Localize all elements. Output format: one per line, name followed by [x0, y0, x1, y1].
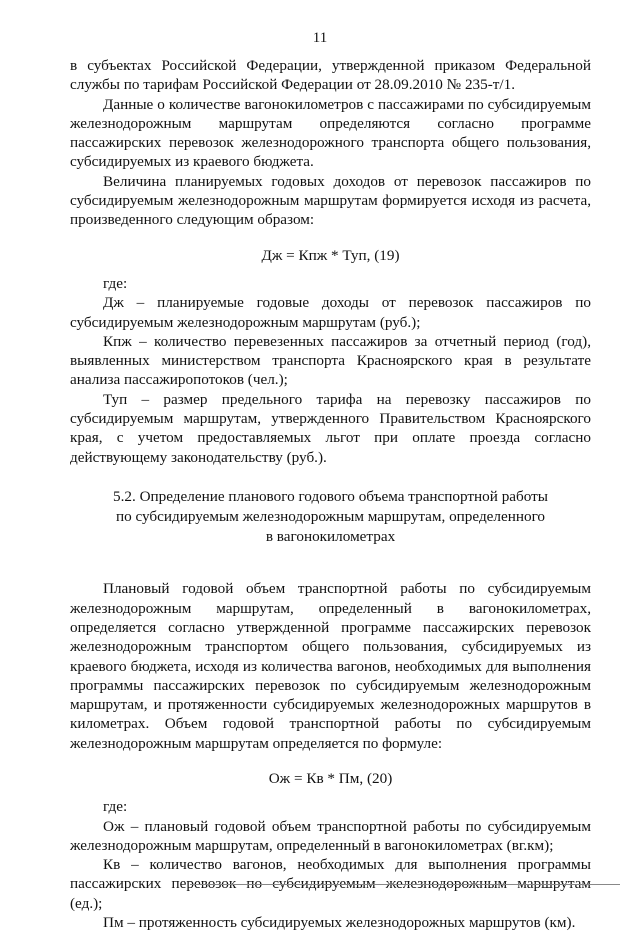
- section-title: [70, 487, 591, 546]
- footer-rule: [190, 884, 620, 885]
- where-label: где:: [103, 274, 128, 292]
- section-title-line: по субсидируемым железнодорожным маршрутам, определенного: [115, 507, 546, 525]
- where-label: где:: [103, 798, 128, 816]
- definition-item: Кв – количество вагонов, необходимых для выполнения программы пассажирских перевозок по субсидируемым железнодорожным маршрутам (ед.);: [70, 856, 591, 912]
- paragraph: Плановый годовой объем транспортной работы по субсидируемым железнодорожным маршрутам, определенный в вагонокилометрах, определяется согласно утвержденной программе пассажирских перевозок железнодорожным транспортом общего пользования, субсидируемых из краевого бюджета, исходя из количества вагонов, необходимых для выполнения программы пассажирских перевозок по субсидируемым железнодорожным маршрутам, и протяженности субсидируемых железнодорожных маршрутов в километрах. Объем годовой транспортной работы по субсидируемым железнодорожным маршрутам определяется по формуле:: [70, 580, 591, 752]
- section-title-line: 5.2. Определение планового годового объема транспортной работы: [113, 487, 548, 505]
- document-body: [70, 56, 591, 932]
- section-title-line: в вагонокилометрах: [265, 527, 396, 545]
- formula-20: Ож = Кв * Пм, (20): [268, 770, 393, 787]
- paragraph: Данные о количестве вагонокилометров с пассажирами по субсидируемым железнодорожным маршрутам определяются согласно программе пассажирских перевозок железнодорожного транспорта общего пользования, субсидируемых из краевого бюджета.: [70, 95, 591, 171]
- definition-item: Кпж – количество перевезенных пассажиров за отчетный период (год), выявленных министерством транспорта Красноярского края в результате анализа пассажиропотоков (чел.);: [70, 332, 591, 389]
- paragraph: в субъектах Российской Федерации, утвержденной приказом Федеральной службы по тарифам Российской Федерации от 28.09.2010 № 235-т/1.: [70, 57, 591, 94]
- definition-item: Дж – планируемые годовые доходы от перевозок пассажиров по субсидируемым железнодорожным маршрутам (руб.);: [70, 294, 591, 331]
- definition-item: Пм – протяженность субсидируемых железнодорожных маршрутов (км).: [103, 914, 576, 932]
- formula-19: Дж = Кпж * Туп, (19): [261, 246, 400, 264]
- paragraph: Величина планируемых годовых доходов от перевозок пассажиров по субсидируемым железнодорожным маршрутам формируется исходя из расчета, произведенного следующим образом:: [70, 172, 591, 229]
- definition-item: Ож – плановый годовой объем транспортной работы по субсидируемым железнодорожным маршрутам, определенный в вагонокилометрах (вг.км);: [70, 817, 591, 854]
- definition-item: Туп – размер предельного тарифа на перевозку пассажиров по субсидируемым маршрутам, утвержденного Правительством Красноярского края, с учетом предоставляемых льгот при оплате проезда согласно действующему законодательству (руб.).: [70, 390, 591, 466]
- page-number: 11: [312, 30, 328, 46]
